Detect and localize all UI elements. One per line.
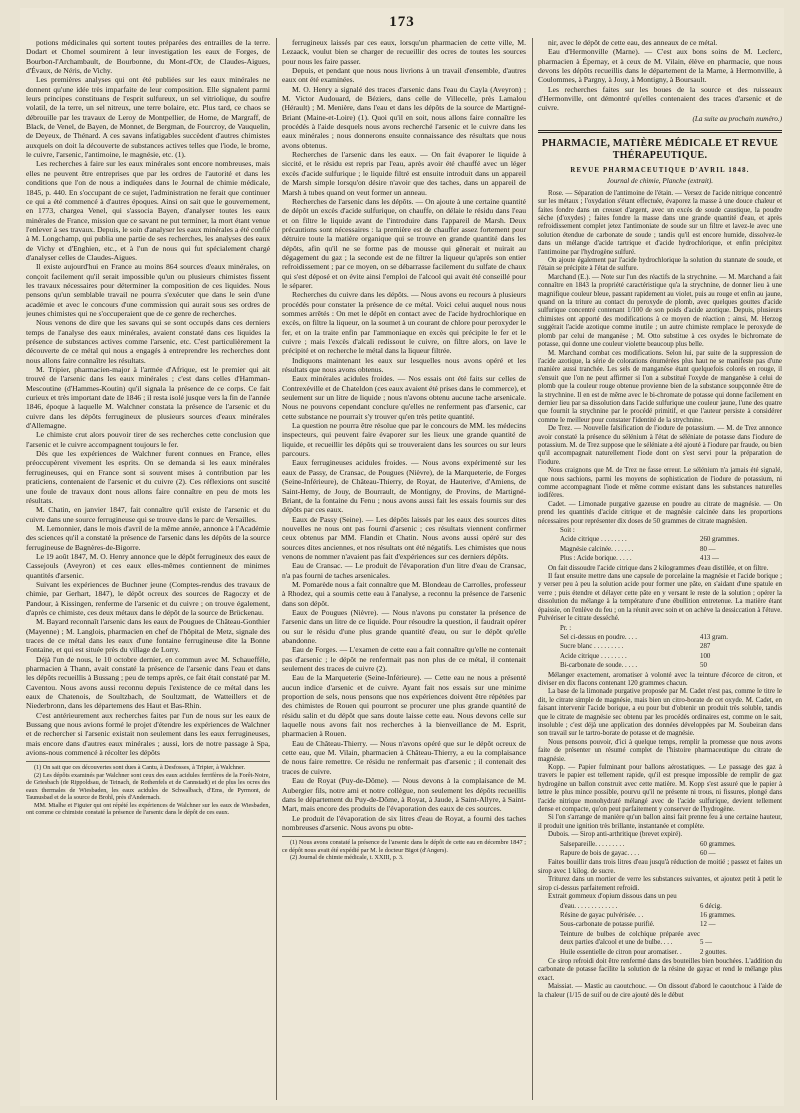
paragraph: Eau de Royat (Puy-de-Dôme). — Nous devons à la complaisance de M. Aubergier fils, notre ami et notre collègue, non seulement les dépôts recueillis dans le département du Puy-de-Dôme, à Royat, à Jaude, à Saint-Allyre, à Saint-Mart, mais encore des produits de l'évaporation des eaux de ces sources. <box>282 776 526 814</box>
ingredient-quantity: 413 — <box>700 555 719 563</box>
review-entry: Extrait gommeux d'opium dissous dans un peu <box>548 893 677 901</box>
review-entry: Ce sirop refroidi doit être renfermé dans des bouteilles bien bouchées. L'addition du carbonate de potasse facilite la solution de la résine de gayac et rend le mélange plus exact. <box>538 957 782 982</box>
paragraph: Déjà l'un de nous, le 10 octobre dernier, en commun avec M. Schauefféle, pharmacien à Thann, avait constaté la présence de l'arsenic dans l'eau et dans les dépôts recueillis à Bussang ; peu de temps après, ce fait était constaté par M. Caventou. Nous avons aussi reconnu depuis l'existence de ce métal dans les eaux de Chatenois, de Soultzbach, de Soultzmatt, de Watteillers et de Niederbronn, dans les départemens des Haut et Bas-Rhin. <box>26 654 270 711</box>
paragraph: Recherches de l'arsenic dans les dépôts. — On ajoute à une certaine quantité de dépôt un excès d'acide sulfurique, on chauffe, on délaie le résidu dans l'eau et on filtre le liquide avant de l'introduire dans l'appareil de Marsh. Deux précautions sont nécessaires : la première est de chauffer assez fortement pour détruire toute la matière organique qui se trouve en grande quantité dans les dépôts, afin qu'il ne se forme pas de mousse qui gênerait et nuirait au dégagement du gaz ; la seconde est de ne filtrer la liqueur qu'après son entier refroidissement ; par ce moyen, on se débarrasse facilement du sulfate de chaux qui s'est déposé et on évite ainsi l'emploi de l'alcool qui avait été conseillé pour le séparer. <box>282 196 526 290</box>
review-entry: M. Marchand combat ces modifications. Selon lui, par suite de la suppression de l'acide azotique, la série de colorations énumérées plus haut ne se manifeste pas d'une manière aussi tranchée. Les sels de manganèse étant quelquefois colorés en rouge, il s'ensuit que l'on ne peut affirmer si l'on a substitué l'oxyde de manganèse à celui de plomb que la couleur rouge obtenue provienne bien de la substance soupçonnée être de la strychnine. Il en est de même avec le bi-chromate de potasse qui donne facilement en dernier lieu par sa dissolution dans l'acide sulfurique une couleur jaune, l'une des quatre que fournit la strychnine par le procédé primitif, et que l'auteur persiste à considérer comme le meilleur pour constater l'identité de la strychnine. <box>538 349 782 424</box>
ingredient-quantity: 287 <box>700 643 711 651</box>
journal-page <box>20 8 784 1106</box>
ingredient-quantity: 413 gram. <box>700 633 728 641</box>
section-subtitle: REVUE PHARMACEUTIQUE D'AVRIL 1848. <box>570 167 750 175</box>
paragraph: C'est antérieurement aux recherches faites par l'un de nous sur les eaux de Bussang que nous avions formé le projet d'étendre les expériences de Walchner et de rechercher si l'arsenic existait non seulement dans les eaux ferrugineuses, mais encore dans d'autres eaux minérales ; aussi, lors de notre passage à Spa, avions-nous commencé à récolter les dépôts <box>26 710 270 758</box>
ingredient-name: Huile essentielle de citron pour aromatiser. . <box>560 948 682 956</box>
ingredient-name: Rapure de bois de gayac. . . . <box>560 850 640 858</box>
paragraph: Eaux ferrugineuses acidules froides. — Nous avons expérimenté sur les eaux de Passy, de Cransac, de Pougues (Nièvre), de la Marqueterie, de Forges (Seine-Inférieure), de Château-Thierry, de Royat, de Hauterive, d'Amiens, de Saint-Hemy, de Jouy, de Bourrault, de Montigny, de Provins, de Martigné-Briant, de la fontaine du Fenu ; nous avons aussi fait les essais fournis sur des dépôts par ces eaux. <box>282 458 526 515</box>
formula-row <box>560 643 782 651</box>
column-middle <box>282 38 526 1100</box>
paragraph: Recherches du cuivre dans les dépôts. — Nous avons eu recours à plusieurs procédés pour constater la présence de ce métal. Voici celui auquel nous nous sommes arrêtés : On met le dépôt en contact avec de l'acide hydrochlorique en excès, on filtre la liqueur, on la soumet à un courant de chlore pour peroxyder le fer, et on la traite enfin par l'ammoniaque en excès qui précipite le fer et le cuivre ; mais l'excès d'alcali redissout le cuivre, on filtre alors, on lave le précipité et on recherche le métal dans la liqueur filtrée. <box>282 290 526 356</box>
formula-row <box>560 634 782 642</box>
formula-row <box>560 931 782 948</box>
review-entries <box>538 958 782 1000</box>
paragraph: Indiquons maintenant les eaux sur lesquelles nous avons opéré et les résultats que nous avons obtenus. <box>282 355 526 375</box>
review-entries <box>538 859 782 901</box>
review-entry: Nous craignons que M. de Trez ne fasse erreur. Le sélénium n'a jamais été signalé, que nous sachions, parmi les moyens de sophistication de l'iodure de potassium, ni comme accompagnant l'iode et même comme existant dans les substances naturelles iodifères. <box>538 467 782 500</box>
paragraph: Les recherches à faire sur les eaux minérales sont encore nombreuses, mais elles ne peuvent être entreprises que par les ordres de l'autorité et dans les conditions que l'on de nous a indiquées dans le Journal de chimie médicale, 1845, p. 440. En s'occupant de ce sujet, l'administration ne ferait que continuer ce qui a été commencé à d'autres époques. Ainsi on sait que le gouvernement, en 1773, chargea Venel, qui s'associa Bayen, d'analyser toutes les eaux minérales de France, mission que ce savant ne put terminer, la mort étant venue l'enlever à ses travaux. Depuis, le soin d'analyser les eaux minérales a été confié à M. Longchamp, qui publia une partie de ses recherches, les analyses des eaux de Vichy et d'Enghien, etc., et à l'un de nous qui fut spécialement chargé d'analyser celles de Claudes-Aigues. <box>26 159 270 262</box>
column-left-body <box>26 38 270 757</box>
review-entry: Nous pensons pouvoir, d'ici à quelque temps, remplir la promesse que nous avons faite de présenter un résumé complet de l'histoire pharmaceutique du citrate de magnésie. <box>538 738 782 763</box>
ingredient-quantity: 50 <box>700 662 707 670</box>
paragraph: Eau d'Hermonville (Marne). — C'est aux bons soins de M. Leclerc, pharmacien à Épernay, et à ceux de M. Vilain, élève en pharmacie, que nous devons les dépôts recueillis dans le département de la Marne, à Hermonville, à Coulommes, à Pargny, à Jouy, à Montigny, à Boursault. <box>538 47 782 85</box>
review-entry: Maissiat. — Mastic au caoutchouc. — On dissout d'abord le caoutchouc à l'aide de la chaleur (1/15 de suif ou de cire ajouté dès le début <box>538 983 782 999</box>
ingredient-quantity: 6 décig. <box>700 902 722 910</box>
footnote: (2) Les dépôts examinés par Walchner sont ceux des eaux acidules ferrifères de la Forêt-Noire, de Griesbach (de Rippoldsau, de Teinach, de Rothenfels et de Cannstadt) et de plus les ocres des eaux thermales de Wiesbaden, les eaux acidules de Schwalbach, d'Ems, de Pyrmont, de Taunusbad et de la source de Brohl, près d'Andernach. <box>26 771 270 802</box>
formula-row <box>560 949 782 957</box>
review-entry: Triturez dans un mortier de verre les substances suivantes, et ajoutez petit à petit le sirop ci-dessus parfaitement refroidi. <box>538 876 782 892</box>
ingredient-name: Salsepareille. . . . . . . . . <box>560 840 625 848</box>
review-entry: De Trez. — Nouvelle falsification de l'iodure de potassium. — M. de Trez annonce avoir constaté la présence du sélénium à l'état de séléniate de potasse dans l'iodure de potassium. M. de Trez suppose que le séléniate a été ajouté à l'iodure par fraude, ou bien qu'il accompagnait naturellement l'iode dont on s'est servi pour la préparation de l'iodure. <box>538 425 782 466</box>
ingredient-name: Teinture de bulbes de colchique préparée avec deux parties d'alcool et une de bulbe. . . . <box>560 930 700 947</box>
ingredient-name: d'eau. . . . . . . . . . . . . <box>560 902 618 910</box>
paragraph: Il existe aujourd'hui en France au moins 864 sources d'eaux minérales, on conçoit facilement qu'il serait impossible qu'un ou plusieurs chimistes fissent les travaux nécessaires pour déterminer la composition de ces liquides. Nous pensons qu'un semblable travail ne pourra s'exécuter que dans le sein d'une académie et avec le concours d'une commission qui aurait sous ses ordres de jeunes chimistes qui ne s'occuperaient que de ce genre de recherches. <box>26 262 270 318</box>
formula-row <box>560 555 782 563</box>
ingredient-quantity: 2 gouttes. <box>700 948 727 956</box>
formula-list <box>538 536 782 563</box>
review-entry: Cadet. — Limonade purgative gazeuse en poudre au citrate de magnésie. — On prend les quantités d'acide citrique et de magnésie calcinée dans les proportions nécessaires pour représenter dix doses de 50 grammes de citrate magnésien. <box>538 500 782 525</box>
review-entry: Faites bouillir dans trois litres d'eau jusqu'à réduction de moitié ; passez et faites un sirop avec 1 kilog. de sucre. <box>538 859 782 875</box>
formula-row <box>560 546 782 554</box>
paragraph: nir, avec le dépôt de cette eau, des anneaux de ce métal. <box>548 38 718 47</box>
formula-row <box>560 921 782 929</box>
ingredient-name: Acide citrique . . . . . . . . <box>560 536 627 544</box>
footnote: (2) Journal de chimie médicale, t. XXIII, p. 3. <box>290 854 404 862</box>
ingredient-quantity: 16 grammes. <box>700 911 736 919</box>
paragraph: M. Tripier, pharmacien-major à l'armée d'Afrique, est le premier qui ait trouvé de l'arsenic dans les eaux minérales ; c'est dans celles d'Hamman-Mescoutine (d'Hammes-Koutin) qu'il signala la présence de ce corps. Ce fait curieux et très important date de 1846 ; il resta isolé jusque vers la fin de l'année 1846, époque à laquelle M. Walchner constata la présence de l'arsenic et du cuivre dans les dépôts ferrugineux de plusieurs sources d'eaux minérales d'Allemagne. <box>26 365 270 431</box>
column-middle-body <box>282 38 526 832</box>
column-divider <box>532 38 533 1100</box>
section-source: Journal de chimie, Planche (extrait). <box>606 177 714 186</box>
paragraph: Le chimiste crut alors pouvoir tirer de ses recherches cette conclusion que l'arsenic et le cuivre accompagnent toujours le fer. <box>26 430 270 449</box>
paragraph: Eau de Cransac. — Le produit de l'évaporation d'un litre d'eau de Cransac, n'a pas fourni de taches arsenicales. <box>282 561 526 580</box>
page-number: 173 <box>389 14 415 30</box>
paragraph: M. O. Henry a signalé des traces d'arsenic dans l'eau du Cayla (Aveyron) ; M. Victor Audouard, de Béziers, dans celle de Villecelle, près Lamalou (Hérault) ; M. Menière, dans l'eau et dans les dépôts de la source de Martigné-Briant (Maine-et-Loire) (1). Quoi qu'il en soit, nous allons faire connaître les procédés à l'aide desquels nous avons recherché l'arsenic et le cuivre dans les eaux minérales ; nous donnerons ensuite connaissance des résultats que nous avons obtenus. <box>282 84 526 150</box>
paragraph: Eaux de Passy (Seine). — Les dépôts laissés par les eaux des sources dites nouvelles ne nous ont pas fourni d'arsenic ; ces résultats viennent confirmer ceux obtenus par MM. Flandin et Chatin. Nous avons aussi opéré sur des sources dites anciennes, et nos résultats ont été négatifs. Les chimistes que nous venons de nommer n'avaient pas fait d'expériences sur ces derniers dépôts. <box>282 514 526 561</box>
paragraph: Le produit de l'évaporation de six litres d'eau de Royat, a fourni des taches nombreuses d'arsenic. Nous avons pu obte- <box>282 813 526 832</box>
ingredient-quantity: 60 grammes. <box>700 840 736 848</box>
review-entry: Rose. — Séparation de l'antimoine de l'étain. — Versez de l'acide nitrique concentré sur les métaux ; l'oxydation s'étant effectuée, évaporez la masse à une douce chaleur et faites fondre dans un creuset d'argent, avec un excès de soude caustique, la poudre sèche (d'oxydes) ; faites fondre la masse dans une grande quantité d'eau, et après refroidissement complet jetez l'antimoniate de soude sur un filtre et lavez-le avec une solution étendue de carbonate de soude ; tandis qu'il est encore humide, dissolvez-le dans un mélange d'acide tartrique et d'acide hydrochlorique, et enfin précipitez l'antimoine par l'hydrogène sulfuré. <box>538 189 782 256</box>
ingredient-name: Magnésie calcinée. . . . . . . <box>560 545 634 553</box>
review-entry: Dubois. — Sirop anti-arthritique (brevet expiré). <box>548 831 683 839</box>
section-title: PHARMACIE, MATIÈRE MÉDICALE ET REVUE THÉRAPEUTIQUE. <box>541 138 779 162</box>
ingredient-quantity: 60 — <box>700 850 716 858</box>
ingredient-name: Sous-carbonate de potasse purifié. <box>560 921 655 929</box>
ingredient-quantity: 80 — <box>700 545 716 553</box>
paragraph: Eau de la Marqueterie (Seine-Inférieure). — Cette eau ne nous a présenté aucun indice d'arsenic et de cuivre. Ayant fait nos essais sur une minime proportion de sels, nous pensons que nos expériences doivent être répétées par des chimistes de Rouen qui pourront se procurer une plus grande quantité de résidu salin et du dépôt que sans doute laisse cette eau. Nous devons celle sur laquelle nous avons fait nos recherches à la bienveillance de M. Esprit, pharmacien à Rouen. <box>282 673 526 739</box>
paragraph: Le 19 août 1847, M. O. Henry annonce que le dépôt ferrugineux des eaux de Cassejouls (Aveyron) et ces eaux elles-mêmes contiennent de minimes quantités d'arsenic. <box>26 551 270 580</box>
formula-list <box>538 634 782 671</box>
ingredient-name: Plus : Acide borique. . . . . <box>560 555 632 563</box>
review-entry: La base de la limonade purgative proposée par M. Cadet n'est pas, comme le titre le dit, le citrate simple de magnésie, mais bien un citro-borate de cet oxyde. M. Cadet, en faisant intervenir l'acide borique, a eu pour but d'obtenir un produit très soluble, tandis que le citrate de magnésie sec obtenu par les procédés ordinaires est, comme on le sait, insoluble ; c'est déjà une application des données développées par M. Soubeiran dans son travail sur le tartro-borate de potasse et de magnésie. <box>538 688 782 738</box>
formula-lead: Soit : <box>560 527 575 535</box>
review-entries <box>538 190 782 526</box>
ingredient-name: Acide citrique . . . . . . . . <box>560 652 627 660</box>
review-entry: On ajoute également par l'acide hydrochlorique la solution du stannate de soude, et l'étain se précipite à l'état de sulfure. <box>538 257 782 273</box>
paragraph: La question ne pourra être résolue que par le concours de MM. les médecins inspecteurs, qui peuvent faire évaporer sur les lieux une grande quantité de liquide, et recueillir les dépôts qui se trouveraient dans les sources ou sur leurs parcours. <box>282 421 526 459</box>
formula-row <box>560 912 782 920</box>
formula-row <box>560 841 782 849</box>
formula-lead: Pr. : <box>560 624 572 632</box>
paragraph: Eaux minérales acidules froides. — Nos essais ont été faits sur celles de Contrexéville et de Chateldon (ces eaux avaient été prises dans le commerce), et seulement sur un litre de liquide ; nous n'avons obtenu aucune tache arsenicale. Nous ne pouvons cependant conclure qu'elles ne renferment pas d'arsenic, car cette substance ne pourrait s'y trouver qu'en très petite quantité. <box>282 374 526 421</box>
review-entry: Mélanger exactement, aromatiser à volonté avec la teinture d'écorce de citron, et diviser en dix flacons contenant 120 grammes chacun. <box>538 671 782 687</box>
paragraph: Dès que les expériences de Walchner furent connues en France, elles préoccupèrent vivement les esprits. On se demanda si les eaux minérales ferrugineuses, qui en France sont si souvent mises à contribution par les praticiens, contenaient de l'arsenic et du cuivre (2). Ces réflexions ont suscité une foule de travaux dont nous allons faire connaître en peu de mots les résultats. <box>26 449 270 505</box>
ingredient-quantity: 260 grammes. <box>700 536 740 544</box>
review-entries <box>538 672 782 840</box>
paragraph: Les recherches faites sur les boues de la source et des ruisseaux d'Hermonville, ont démontré qu'elles contenaient des traces d'arsenic et de cuivre. <box>538 84 782 113</box>
column-divider <box>276 38 277 1100</box>
formula-row <box>560 653 782 661</box>
paragraph: M. Chatin, en janvier 1847, fait connaître qu'il existe de l'arsenic et du cuivre dans une source ferrugineuse qui se trouve dans le parc de Versailles. <box>26 505 270 524</box>
paragraph: M. Lemonnier, dans le mois d'avril de la même année, annonce à l'Académie des sciences qu'il a constaté la présence de l'arsenic dans les dépôts de la source ferrugineuse de Bagnères-de-Bigorre. <box>26 523 270 552</box>
review-entry: Il faut ensuite mettre dans une capsule de porcelaine la magnésie et l'acide borique ; y verser peu à peu la solution acide pour former une pâte, en s'aidant d'une spatule en verre ; puis étendre et délayer cette pâte en y versant le reste de la solution ; opérer la dissolution du mélange à la température d'une ébullition entretenue. La matière étant épaissie, on l'enlève du feu ; on la réunit avec soin et on achève la dessiccation à l'étuve. Pulvériser le citrate desséché. <box>538 573 782 623</box>
section-divider <box>538 130 782 133</box>
ingredient-quantity: 100 <box>700 652 711 660</box>
review-entry: Kopp. — Papier fulminant pour ballons aérostatiques. — Le passage des gaz à travers le papier est tellement rapide, qu'il est presque impossible de remplir de gaz hydrogène un ballon construit avec cette matière. M. Kopp s'est assuré que le papier à lettre le plus mince possible, pourvu qu'il ne présente ni trous, ni fissures, plongé dans l'acide nitrique monohydraté mélangé avec de l'acide sulfurique, devient tellement dense et compacte, qu'on peut parfaitement y conserver de l'hydrogène. <box>538 764 782 814</box>
review-entry: Si l'on s'arrange de manière qu'un ballon ainsi fait prenne feu à une certaine hauteur, il produit une ignition très brillante, instantanée et complète. <box>538 814 782 830</box>
paragraph: Depuis, et pendant que nous nous livrions à un travail d'ensemble, d'autres eaux ont été examinées. <box>282 66 526 85</box>
paragraph: Recherches de l'arsenic dans les eaux. — On fait évaporer le liquide à siccité, et le résidu est repris par l'eau, après avoir été chauffé avec un léger excès d'acide sulfurique ; le liquide filtré est ensuite introduit dans un appareil de Marsh simple lorsqu'on désire n'avoir que des taches, dans un appareil de Marsh à tubes quand on veut former un anneau. <box>282 150 526 197</box>
ingredient-name: Bi-carbonate de soude. . . . . <box>560 662 638 670</box>
continued-note: (La suite au prochain numéro.) <box>692 114 782 123</box>
formula-row <box>560 536 782 544</box>
column-left-footnotes <box>26 761 270 817</box>
ingredient-name: Résine de gayac pulvérisée. . . <box>560 911 644 919</box>
paragraph: Suivant les expériences de Buchner jeune (Comptes-rendus des travaux de chimie, par Gerhart, 1847), le dépôt ocreux des sources de Ragoczy et de Pandour, à Kissingen, renferme de l'arsenic et du cuivre ; on trouve également, d'après ce chimiste, ces deux métaux dans le dépôt de la source de Brückenau. <box>26 579 270 617</box>
ingredient-quantity: 5 — <box>700 939 713 947</box>
footnote: (1) On sait que ces découvertes sont dues à Cantu, à Desfosses, à Tripier, à Walchner. <box>34 764 246 772</box>
footnote: (1) Nous avons constaté la présence de l'arsenic dans le dépôt de cette eau en décembre 1847 ; ce dépôt nous avait été expédié par M. le docteur Bigot (d'Angers). <box>282 839 526 854</box>
paragraph: M. Pomarède nous a fait connaître que M. Blondeau de Carrolles, professeur à Rhodez, qui a soumis cette eau à l'analyse, a reconnu la présence de l'arsenic dans son dépôt. <box>282 579 526 608</box>
review-entry: On fait dissoudre l'acide citrique dans 2 kilogrammes d'eau distillée, et on filtre. <box>548 564 769 572</box>
footnote: MM. Mialhe et Figuier qui ont répété les expériences de Walchner sur les eaux de Wiesbaden, ont comme ce chimiste constaté la présence de l'arsenic dans le dépôt de ces eaux. <box>26 801 270 817</box>
formula-row <box>560 850 782 858</box>
column-middle-footnotes <box>282 836 526 862</box>
paragraph: Eaux de Pougues (Nièvre). — Nous n'avons pu constater la présence de l'arsenic dans un litre de ce liquide. Pour résoudre la question, il faudrait opérer ou sur le résidu d'une plus grande quantité d'eau, ou sur le dépôt qu'elle abandonne. <box>282 607 526 645</box>
paragraph: Nous venons de dire que les savans qui se sont occupés dans ces derniers temps de l'analyse des eaux minérales, avaient constaté dans ces liquides la présence de substances actives comme l'arsenic, etc. C'est particulièrement la découverte de ce métal qui nous a engagés à entreprendre les recherches dont nous allons faire connaître les résultats. <box>26 318 270 365</box>
paragraph: Les premières analyses qui ont été publiées sur les eaux minérales ne donnent qu'une idée très imparfaite de leur composition. Elle signalent parmi leurs principes constituans de l'esprit sulfureux, un sel vitriolique, du soufre volatil, de la terre, un sel nitreux, une terre bolaire, etc. Plus tard, ce chaos se débrouille par les travaux de Leroy de Montpellier, de Home, de Margraff, de Black, de Venel, de Bayen, de Monnet, de Bergman, de Fourcroy, de Vauquelin, de Deyeux, de Thénard. A ces savans infatigables succèdent d'autres chimistes auxquels on doit la découverte de substances actives telles que l'iode, le brome, le cuivre, l'arsenic, l'antimoine, le magnésie, etc. (1). <box>26 75 270 160</box>
paragraph: Eau de Forges. — L'examen de cette eau a fait connaître qu'elle ne contenait pas d'arsenic ; le dépôt ne renfermait pas non plus de ce métal, il contenait seulement des traces de cuivre (2). <box>282 645 526 674</box>
ingredient-quantity: 12 — <box>700 921 716 929</box>
formula-list <box>538 841 782 859</box>
ingredient-name: Sucre blanc . . . . . . . . . <box>560 643 624 651</box>
column-left <box>26 38 270 1100</box>
column-right <box>538 38 782 1100</box>
formula-row <box>560 662 782 670</box>
formula-list <box>538 903 782 957</box>
paragraph: ferrugineux laissés par ces eaux, lorsqu'un pharmacien de cette ville, M. Lezaack, voulut bien se charger de recueillir des ocres de toutes les sources pour nous les faire passer. <box>282 38 526 66</box>
review-entry: Marchand (E.). — Note sur l'un des réactifs de la strychnine. — M. Marchand a fait connaître en 1843 la propriété caractéristique qu'a la strychnine, de donner lieu à une magnifique couleur bleue, passant rapidement au violet, puis au rouge et enfin au jaune, quand on la triture au contact du peroxyde de plomb, avec quelques gouttes d'acide sulfurique concentré contenant 1/100 de son poids d'acide azotique. Depuis, plusieurs chimistes ont apporté des modifications à ce moyen de réaction ; ainsi, M. Herzog suggérait l'acide azotique comme inutile ; un autre chimiste remplace le peroxyde de plomb par celui de manganèse ; M. Otto substitue à ces oxydes le bichromate de potasse, qui donne une couleur violette beaucoup plus belle. <box>538 273 782 349</box>
review-entries <box>538 565 782 624</box>
formula-row <box>560 903 782 911</box>
paragraph: potions médicinales qui sortent toutes préparées des entrailles de la terre. Dodart et Chomel soumirent à leur investigation les eaux de Forges, de Bourbon-l'Archambault, de Bourbonne, du Mont-d'Or, de Claudes-Aigues, d'Évaux, de Néris, de Vichy. <box>26 38 270 76</box>
ingredient-name: Sel ci-dessus en poudre. . . . <box>560 633 637 641</box>
paragraph: Eau de Château-Thierry. — Nous n'avons opéré que sur le dépôt ocreux de cette eau, que M. Vilain, pharmacien à Château-Thierry, a eu la complaisance de nous faire remettre. Ce résidu ne renfermait pas d'arsenic ; il contenait des traces de cuivre. <box>282 738 526 776</box>
column-right-body <box>538 38 782 113</box>
paragraph: M. Bayard reconnaît l'arsenic dans les eaux de Pougues de Château-Gonthier (Mayenne) ; M. Langlois, pharmacien en chef de l'hôpital de Metz, signale des traces de ce métal dans les eaux d'une fontaine ferrugineuse dite la Bonne Fontaine, et qui est située près du village de Lorry. <box>26 617 270 655</box>
